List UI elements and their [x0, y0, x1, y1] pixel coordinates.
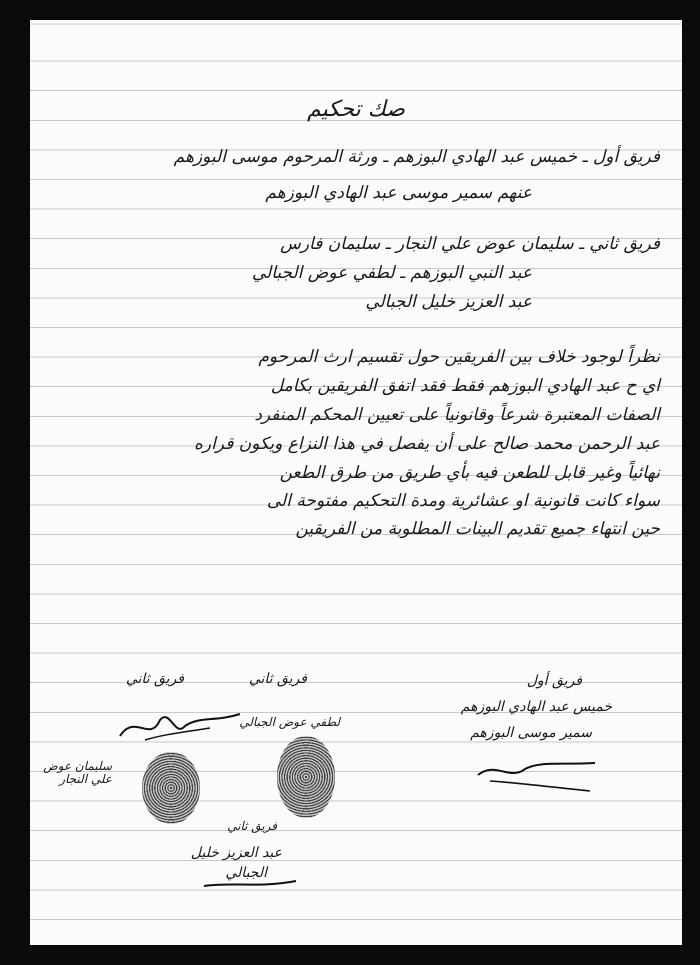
body-line-1: نظراً لوجود خلاف بين الفريقين حول تقسيم ارث المرحوم	[258, 347, 660, 367]
signature-scribble-2	[470, 755, 600, 795]
party2-line1: فريق ثاني ـ سليمان عوض علي النجار ـ سليمان فارس	[280, 234, 660, 254]
signature-scribble-1	[115, 708, 245, 748]
thumbprint-left	[142, 752, 200, 824]
party2-name-abdulaziz: عبد العزيز خليل	[190, 845, 282, 861]
body-line-4: عبد الرحمن محمد صالح على أن يفصل في هذا النزاع ويكون قراره	[193, 434, 660, 454]
body-line-7: حين انتهاء جميع تقديم البينات المطلوبة من الفريقين	[295, 519, 660, 539]
signature-underline	[200, 878, 300, 892]
party2-line2: عبد النبي البوزهم ـ لطفي عوض الجبالي	[251, 263, 532, 283]
party1-line1: فريق أول ـ خميس عبد الهادي البوزهم ـ ورثة المرحوم موسى البوزهم	[173, 147, 660, 167]
party2-sig-label-3: فريق ثاني	[227, 819, 277, 833]
party2-sig-header-b: فريق ثاني	[248, 671, 307, 687]
party1-sig-name-1: خميس عبد الهادي البوزهم	[460, 699, 612, 715]
party2-name-lutfi: لطفي عوض الجبالي	[239, 715, 340, 729]
party1-sig-header: فريق أول	[526, 673, 582, 689]
party2-sig-header-a: فريق ثاني	[125, 671, 184, 687]
body-line-3: الصفات المعتبرة شرعاً وقانونياً على تعيين المحكم المنفرد	[254, 405, 660, 425]
party2-name-abdulaziz-2: الجبالي	[225, 865, 267, 881]
thumbprint-right	[277, 736, 335, 818]
party1-sig-name-2: سمير موسى البوزهم	[470, 725, 592, 741]
body-line-2: اي ح عبد الهادي البوزهم فقط فقد اتفق الفريقين بكامل	[270, 376, 660, 396]
body-line-6: سواء كانت قانونية او عشائرية ومدة التحكيم مفتوحة الى	[266, 491, 660, 511]
party1-line2: عنهم سمير موسى عبد الهادي البوزهم	[265, 183, 532, 203]
document-title: صك تحكيم	[307, 97, 405, 122]
party2-line3: عبد العزيز خليل الجبالي	[365, 292, 532, 312]
body-line-5: نهائياً وغير قابل للطعن فيه بأي طريق من طرق الطعن	[279, 463, 660, 483]
party2-name-suleiman: سليمان عوض علي النجار	[43, 759, 112, 787]
document-page	[30, 20, 682, 945]
